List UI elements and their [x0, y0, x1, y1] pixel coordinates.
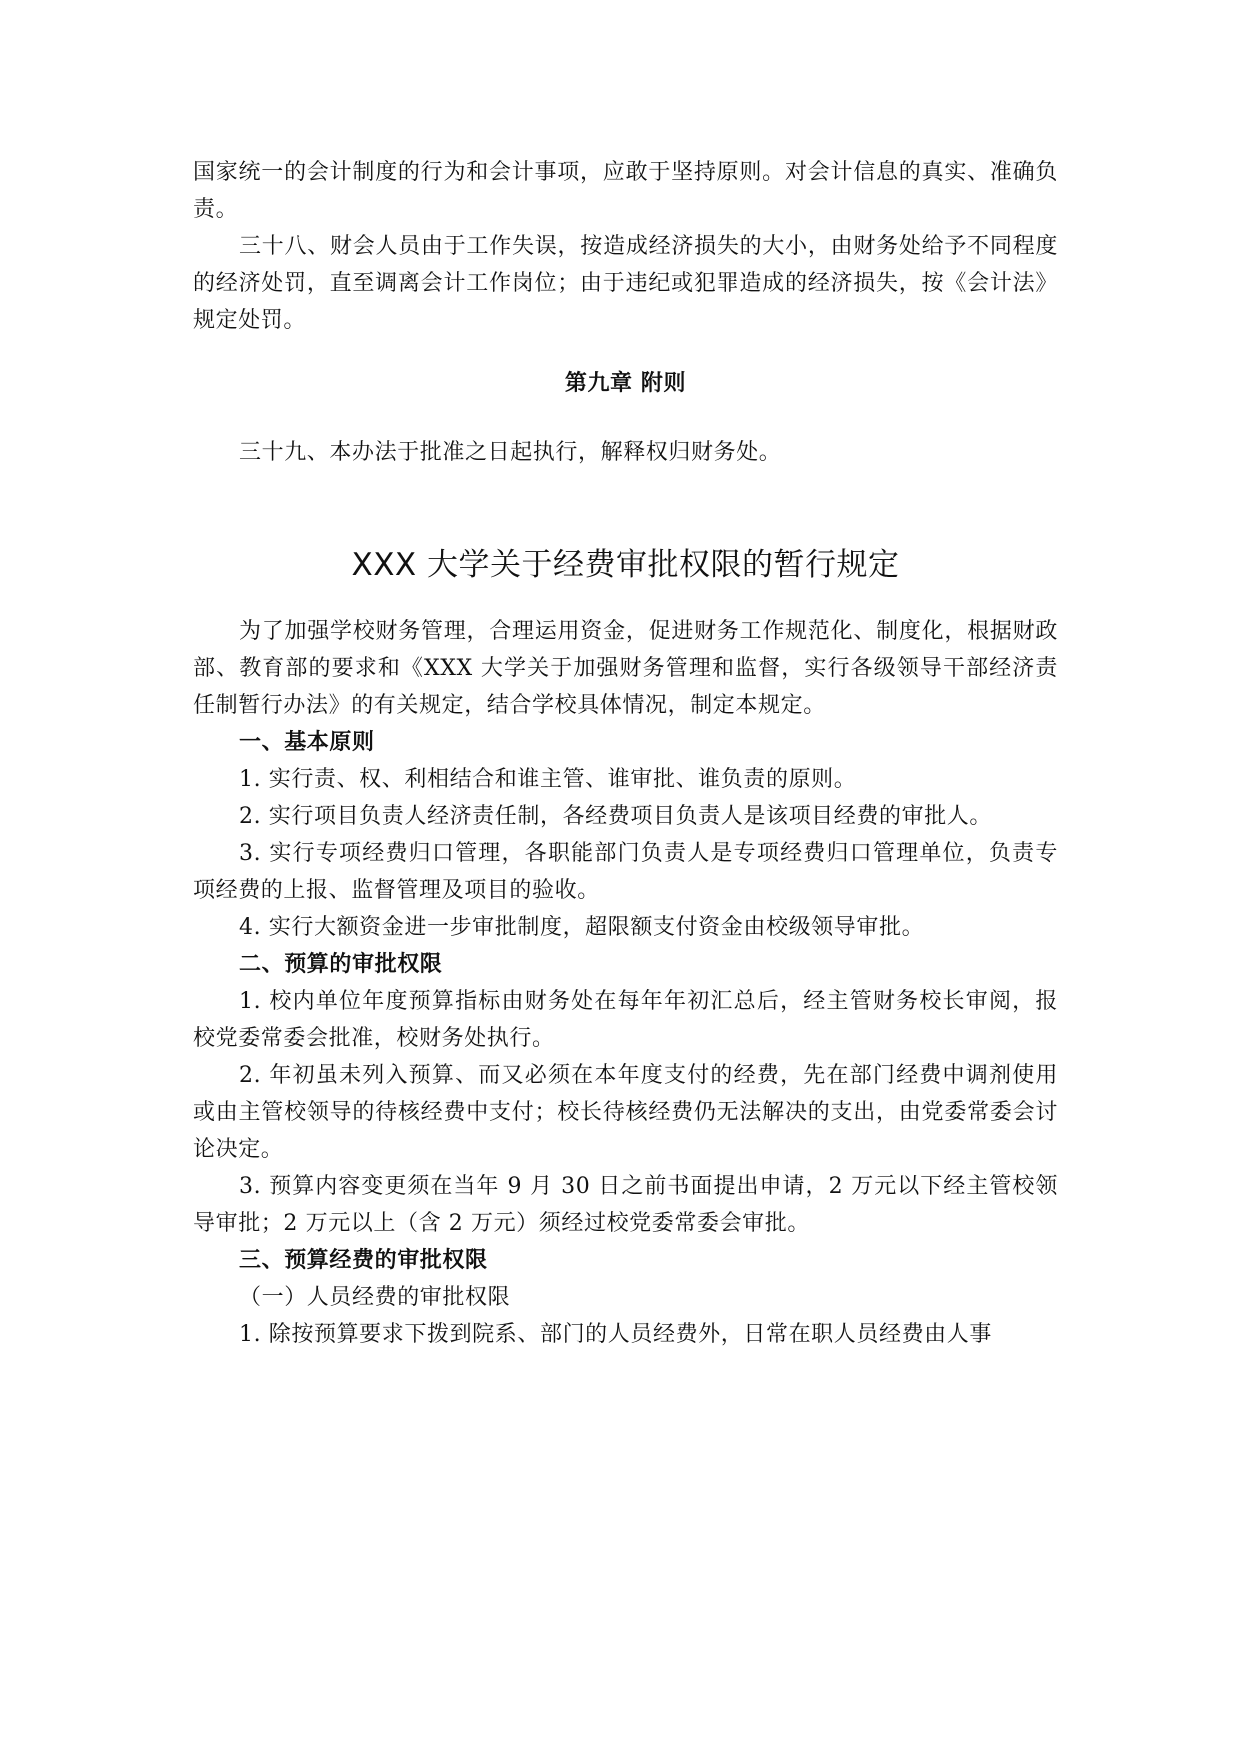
- preamble: 为了加强学校财务管理，合理运用资金，促进财务工作规范化、制度化，根据财政部、教育部的要求和《XXX 大学关于加强财务管理和监督，实行各级领导干部经济责任制暂行办法》的有关规定，结合学校具体情况，制定本规定。: [193, 619, 1058, 718]
- article-38: 三十八、财会人员由于工作失误，按造成经济损失的大小，由财务处给予不同程度的经济处罚，直至调离会计工作岗位；由于违纪或犯罪造成的经济损失，按《会计法》规定处罚。: [193, 234, 1058, 333]
- list-item: 2. 实行项目负责人经济责任制，各经费项目负责人是该项目经费的审批人。: [239, 804, 992, 829]
- list-item: 2. 年初虽未列入预算、而又必须在本年度支付的经费，先在部门经费中调剂使用或由主管校领导的待核经费中支付；校长待核经费仍无法解决的支出，由党委常委会讨论决定。: [193, 1063, 1058, 1162]
- subsection-heading: （一）人员经费的审批权限: [239, 1285, 511, 1310]
- regulation-title: XXX 大学关于经费审批权限的暂行规定: [351, 547, 900, 583]
- section-heading: 三、预算经费的审批权限: [239, 1247, 488, 1273]
- section-heading: 一、基本原则: [239, 729, 375, 755]
- list-item: 4. 实行大额资金进一步审批制度，超限额支付资金由校级领导审批。: [239, 915, 925, 940]
- paragraph-continuation: 国家统一的会计制度的行为和会计事项，应敢于坚持原则。对会计信息的真实、准确负责。: [193, 160, 1058, 222]
- list-item: 1. 实行责、权、利相结合和谁主管、谁审批、谁负责的原则。: [239, 767, 857, 792]
- document-body: [193, 154, 1058, 1353]
- list-item: 3. 预算内容变更须在当年 9 月 30 日之前书面提出申请，2 万元以下经主管校领导审批；2 万元以上（含 2 万元）须经过校党委常委会审批。: [193, 1174, 1058, 1236]
- list-item: 3. 实行专项经费归口管理，各职能部门负责人是专项经费归口管理单位，负责专项经费的上报、监督管理及项目的验收。: [193, 841, 1058, 903]
- section-heading: 二、预算的审批权限: [239, 951, 443, 977]
- article-39: 三十九、本办法于批准之日起执行，解释权归财务处。: [239, 440, 782, 465]
- list-item: 1. 校内单位年度预算指标由财务处在每年年初汇总后，经主管财务校长审阅，报校党委常委会批准，校财务处执行。: [193, 989, 1058, 1051]
- chapter-heading: 第九章 附则: [564, 370, 687, 396]
- list-item: 1. 除按预算要求下拨到院系、部门的人员经费外，日常在职人员经费由人事: [239, 1322, 992, 1347]
